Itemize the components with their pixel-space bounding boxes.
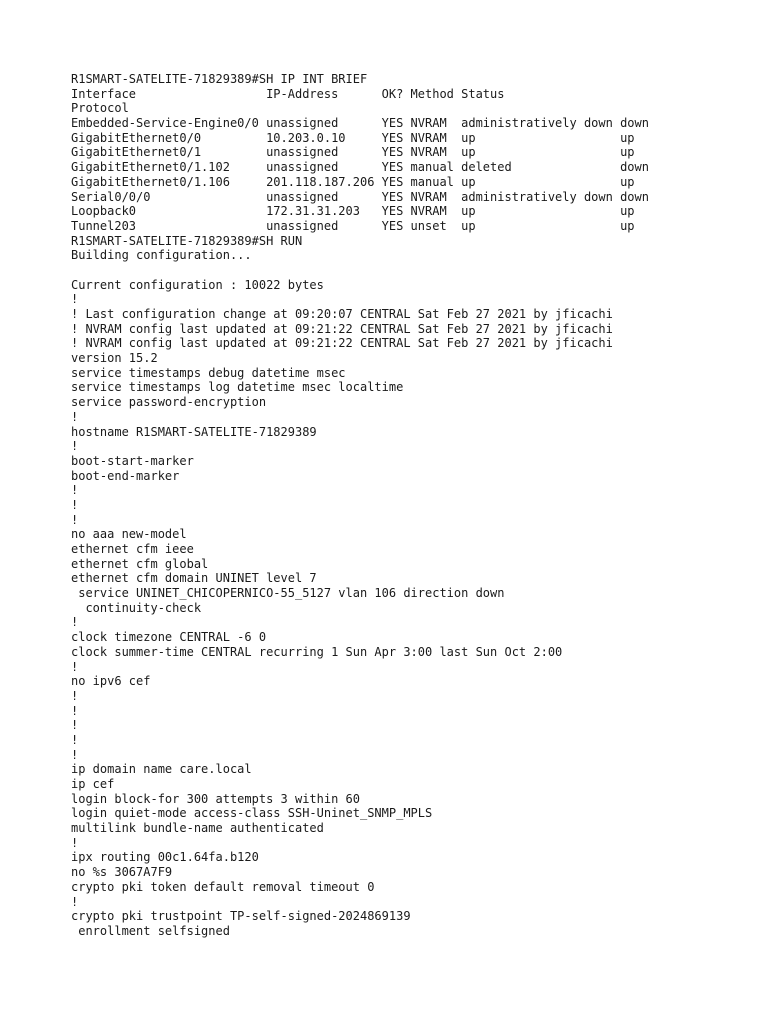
- output-line: R1SMART-SATELITE-71829389#SH IP INT BRIEF: [71, 72, 368, 86]
- output-line: ! NVRAM config last updated at 09:21:22 CENTRAL Sat Feb 27 2021 by jficachi: [71, 321, 613, 336]
- document-page: [71, 72, 751, 939]
- output-line: ! Last configuration change at 09:20:07 CENTRAL Sat Feb 27 2021 by jficachi: [71, 307, 613, 321]
- output-line: !: [71, 615, 79, 630]
- output-line: Serial0/0/0 unassigned YES NVRAM administratively down down: [71, 189, 649, 204]
- output-line: Loopback0 172.31.31.203 YES NVRAM up up: [71, 204, 635, 219]
- output-line: ethernet cfm ieee: [71, 542, 194, 556]
- output-line: boot-end-marker: [71, 468, 180, 483]
- output-line: ethernet cfm domain UNINET level 7: [71, 571, 317, 586]
- output-line: clock summer-time CENTRAL recurring 1 Sun Apr 3:00 last Sun Oct 2:00: [71, 644, 563, 659]
- output-line: !: [71, 497, 79, 512]
- output-line: Interface IP-Address OK? Method Status: [71, 86, 505, 101]
- output-line: !: [71, 894, 79, 909]
- output-line: ip domain name care.local: [71, 762, 252, 777]
- output-line: GigabitEthernet0/1.106 201.118.187.206 YES manual up up: [71, 174, 635, 189]
- output-line: GigabitEthernet0/1 unassigned YES NVRAM up up: [71, 145, 635, 160]
- output-line: ipx routing 00c1.64fa.b120: [71, 850, 259, 865]
- output-line: !: [71, 718, 79, 733]
- output-line: crypto pki token default removal timeout 0: [71, 879, 375, 894]
- output-line: !: [71, 703, 79, 718]
- output-line: !: [71, 439, 79, 454]
- output-line: service timestamps log datetime msec localtime: [71, 380, 404, 395]
- output-line: hostname R1SMART-SATELITE-71829389: [71, 424, 317, 439]
- output-line: !: [71, 688, 79, 703]
- output-line: Protocol: [71, 101, 129, 116]
- output-line: service timestamps debug datetime msec: [71, 365, 346, 380]
- output-line: continuity-check: [71, 600, 202, 615]
- output-line: R1SMART-SATELITE-71829389#SH RUN: [71, 233, 303, 248]
- output-line: !: [71, 835, 79, 850]
- output-line: !: [71, 512, 79, 527]
- output-line: GigabitEthernet0/1.102 unassigned YES manual deleted down: [71, 160, 649, 175]
- output-line: !: [71, 659, 79, 674]
- output-line: GigabitEthernet0/0 10.203.0.10 YES NVRAM up up: [71, 130, 635, 145]
- output-line: service password-encryption: [71, 395, 267, 410]
- output-line: no aaa new-model: [71, 527, 187, 542]
- output-line: Embedded-Service-Engine0/0 unassigned YES NVRAM administratively down down: [71, 116, 649, 131]
- output-line: !: [71, 732, 79, 747]
- output-line: boot-start-marker: [71, 453, 194, 468]
- output-line: service UNINET_CHICOPERNICO-55_5127 vlan 106 direction down: [71, 586, 505, 601]
- output-line: login quiet-mode access-class SSH-Uninet_SNMP_MPLS: [71, 806, 433, 821]
- output-line: version 15.2: [71, 351, 158, 366]
- output-line: multilink bundle-name authenticated: [71, 821, 324, 836]
- output-line: !: [71, 292, 79, 307]
- output-line: clock timezone CENTRAL -6 0: [71, 630, 267, 645]
- output-line: !: [71, 483, 79, 498]
- output-line: ip cef: [71, 777, 115, 791]
- output-line: !: [71, 409, 79, 424]
- output-line: login block-for 300 attempts 3 within 60: [71, 791, 360, 806]
- output-line: Tunnel203 unassigned YES unset up up: [71, 218, 635, 233]
- output-line: ! NVRAM config last updated at 09:21:22 CENTRAL Sat Feb 27 2021 by jficachi: [71, 336, 613, 351]
- output-line: Building configuration...: [71, 248, 252, 263]
- output-line: no %s 3067A7F9: [71, 865, 173, 880]
- output-line: no ipv6 cef: [71, 674, 151, 689]
- output-line: !: [71, 747, 79, 762]
- output-line: Current configuration : 10022 bytes: [71, 277, 324, 292]
- terminal-output: [71, 72, 751, 939]
- output-line: [71, 263, 751, 278]
- output-line: ethernet cfm global: [71, 556, 209, 571]
- output-line: enrollment selfsigned: [71, 923, 230, 938]
- output-line: crypto pki trustpoint TP-self-signed-2024869139: [71, 909, 411, 924]
